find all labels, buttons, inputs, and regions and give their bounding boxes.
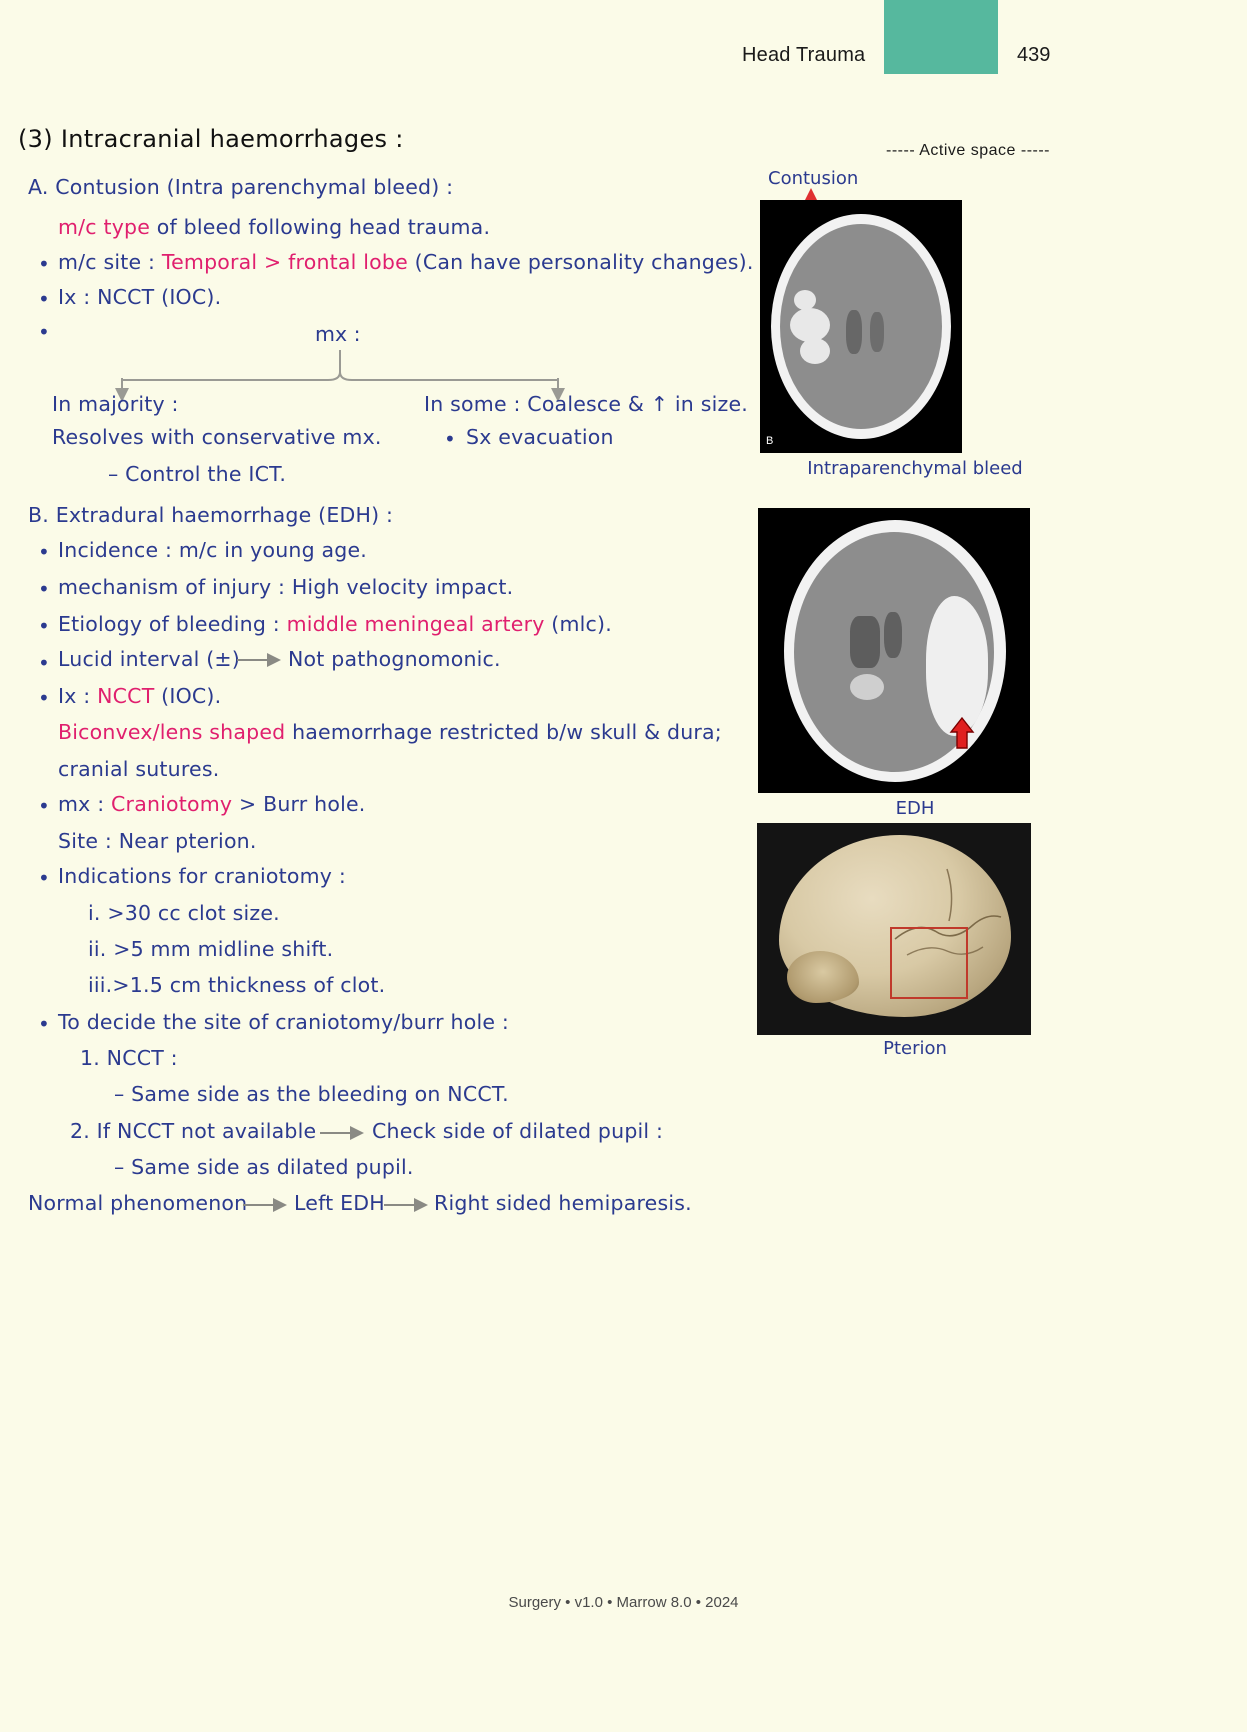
mx-pink: Craniotomy bbox=[111, 792, 233, 816]
header-accent-box bbox=[884, 0, 998, 74]
bullet-dot: • bbox=[38, 1012, 50, 1036]
etiology-label: Etiology of bleeding : bbox=[58, 612, 287, 636]
mx-rest: > Burr hole. bbox=[232, 792, 366, 816]
edh-site: Site : Near pterion. bbox=[58, 829, 257, 853]
decide-step-1: 1. NCCT : bbox=[80, 1046, 178, 1070]
ix-rest: (IOC). bbox=[154, 684, 222, 708]
figure-caption-3: Pterion bbox=[883, 1038, 947, 1059]
arrow-icon bbox=[237, 652, 283, 668]
decide-step-2-sub: – Same side as dilated pupil. bbox=[114, 1155, 414, 1179]
branch-left-line: Resolves with conservative mx. bbox=[52, 425, 382, 449]
header-title: Head Trauma bbox=[742, 44, 866, 66]
site-rest: (Can have personality changes). bbox=[407, 250, 754, 274]
skull-photo-pterion bbox=[757, 823, 1031, 1035]
edh-red-arrow-icon bbox=[948, 716, 976, 750]
site-label: m/c site : bbox=[58, 250, 162, 274]
edh-lucid-after: Not pathognomonic. bbox=[288, 647, 501, 671]
normal-phenomenon-b: Left EDH bbox=[294, 1191, 385, 1215]
mx-label: mx : bbox=[315, 322, 361, 346]
edh-mechanism: mechanism of injury : High velocity impact. bbox=[58, 575, 514, 599]
biconvex-rest: haemorrhage restricted b/w skull & dura; bbox=[285, 720, 722, 744]
normal-phenomenon-c: Right sided hemiparesis. bbox=[434, 1191, 692, 1215]
page-footer: Surgery • v1.0 • Marrow 8.0 • 2024 bbox=[508, 1594, 739, 1611]
edh-lucid: Lucid interval (±) bbox=[58, 647, 240, 671]
branch-left-sub: – Control the ICT. bbox=[108, 462, 287, 486]
mx-label-text: mx : bbox=[58, 792, 112, 816]
contusion-figure-label: Contusion bbox=[768, 168, 859, 189]
branch-right-sub: Sx evacuation bbox=[466, 425, 614, 449]
bullet-dot: • bbox=[38, 320, 50, 344]
bullet-dot: • bbox=[38, 614, 50, 638]
edh-biconvex-line2: cranial sutures. bbox=[58, 757, 220, 781]
contusion-ix: Ix : NCCT (IOC). bbox=[58, 285, 222, 309]
edh-indications-heading: Indications for craniotomy : bbox=[58, 864, 346, 888]
mctype-rest: of bleed following head trauma. bbox=[150, 215, 491, 239]
pterion-highlight-box bbox=[890, 927, 968, 999]
active-space-note: ----- Active space ----- bbox=[886, 142, 1050, 159]
arrow-icon bbox=[384, 1197, 430, 1213]
edh-etiology-line bbox=[58, 612, 612, 636]
contusion-mctype-line bbox=[58, 215, 490, 239]
bullet-dot: • bbox=[38, 577, 50, 601]
bullet-dot: • bbox=[38, 252, 50, 276]
branch-right-title: In some : Coalesce & ↑ in size. bbox=[424, 392, 748, 416]
etiology-rest: (mlc). bbox=[544, 612, 612, 636]
contusion-heading: A. Contusion (Intra parenchymal bleed) : bbox=[28, 175, 454, 199]
arrow-icon bbox=[320, 1125, 366, 1141]
ct-image-intraparenchymal: B bbox=[760, 200, 962, 453]
edh-heading: B. Extradural haemorrhage (EDH) : bbox=[28, 503, 394, 527]
indication-item: iii.>1.5 cm thickness of clot. bbox=[88, 973, 386, 997]
section-title: (3) Intracranial haemorrhages : bbox=[18, 125, 404, 153]
branch-left-title: In majority : bbox=[52, 392, 179, 416]
indication-item: i. >30 cc clot size. bbox=[88, 901, 280, 925]
edh-ix-line bbox=[58, 684, 221, 708]
edh-mx-line bbox=[58, 792, 366, 816]
bullet-dot: • bbox=[38, 794, 50, 818]
normal-phenomenon-a: Normal phenomenon bbox=[28, 1191, 248, 1215]
page-number: 439 bbox=[1017, 44, 1051, 66]
decide-step-2b: Check side of dilated pupil : bbox=[372, 1119, 664, 1143]
edh-biconvex-line bbox=[58, 720, 722, 744]
figure-caption-2: EDH bbox=[895, 798, 935, 819]
bullet-dot: • bbox=[38, 866, 50, 890]
ix-pink: NCCT bbox=[97, 684, 155, 708]
decide-step-2a: 2. If NCCT not available bbox=[70, 1119, 317, 1143]
site-pink: Temporal > frontal lobe bbox=[161, 250, 408, 274]
ix-label: Ix : bbox=[58, 684, 98, 708]
ct-image-edh bbox=[758, 508, 1030, 793]
biconvex-pink: Biconvex/lens shaped bbox=[58, 720, 286, 744]
indication-item: ii. >5 mm midline shift. bbox=[88, 937, 334, 961]
figure-caption-1: Intraparenchymal bleed bbox=[807, 458, 1023, 479]
arrow-icon bbox=[243, 1197, 289, 1213]
bullet-dot: • bbox=[38, 686, 50, 710]
bullet-dot: • bbox=[38, 651, 50, 675]
mctype-pink: m/c type bbox=[58, 215, 151, 239]
page-header bbox=[0, 0, 1247, 100]
bullet-dot: • bbox=[38, 540, 50, 564]
decide-step-1-sub: – Same side as the bleeding on NCCT. bbox=[114, 1082, 509, 1106]
edh-incidence: Incidence : m/c in young age. bbox=[58, 538, 368, 562]
contusion-site-line bbox=[58, 250, 754, 274]
bullet-dot: • bbox=[38, 287, 50, 311]
bullet-dot: • bbox=[444, 427, 456, 451]
etiology-pink: middle meningeal artery bbox=[286, 612, 545, 636]
edh-decide-heading: To decide the site of craniotomy/burr hole : bbox=[58, 1010, 509, 1034]
